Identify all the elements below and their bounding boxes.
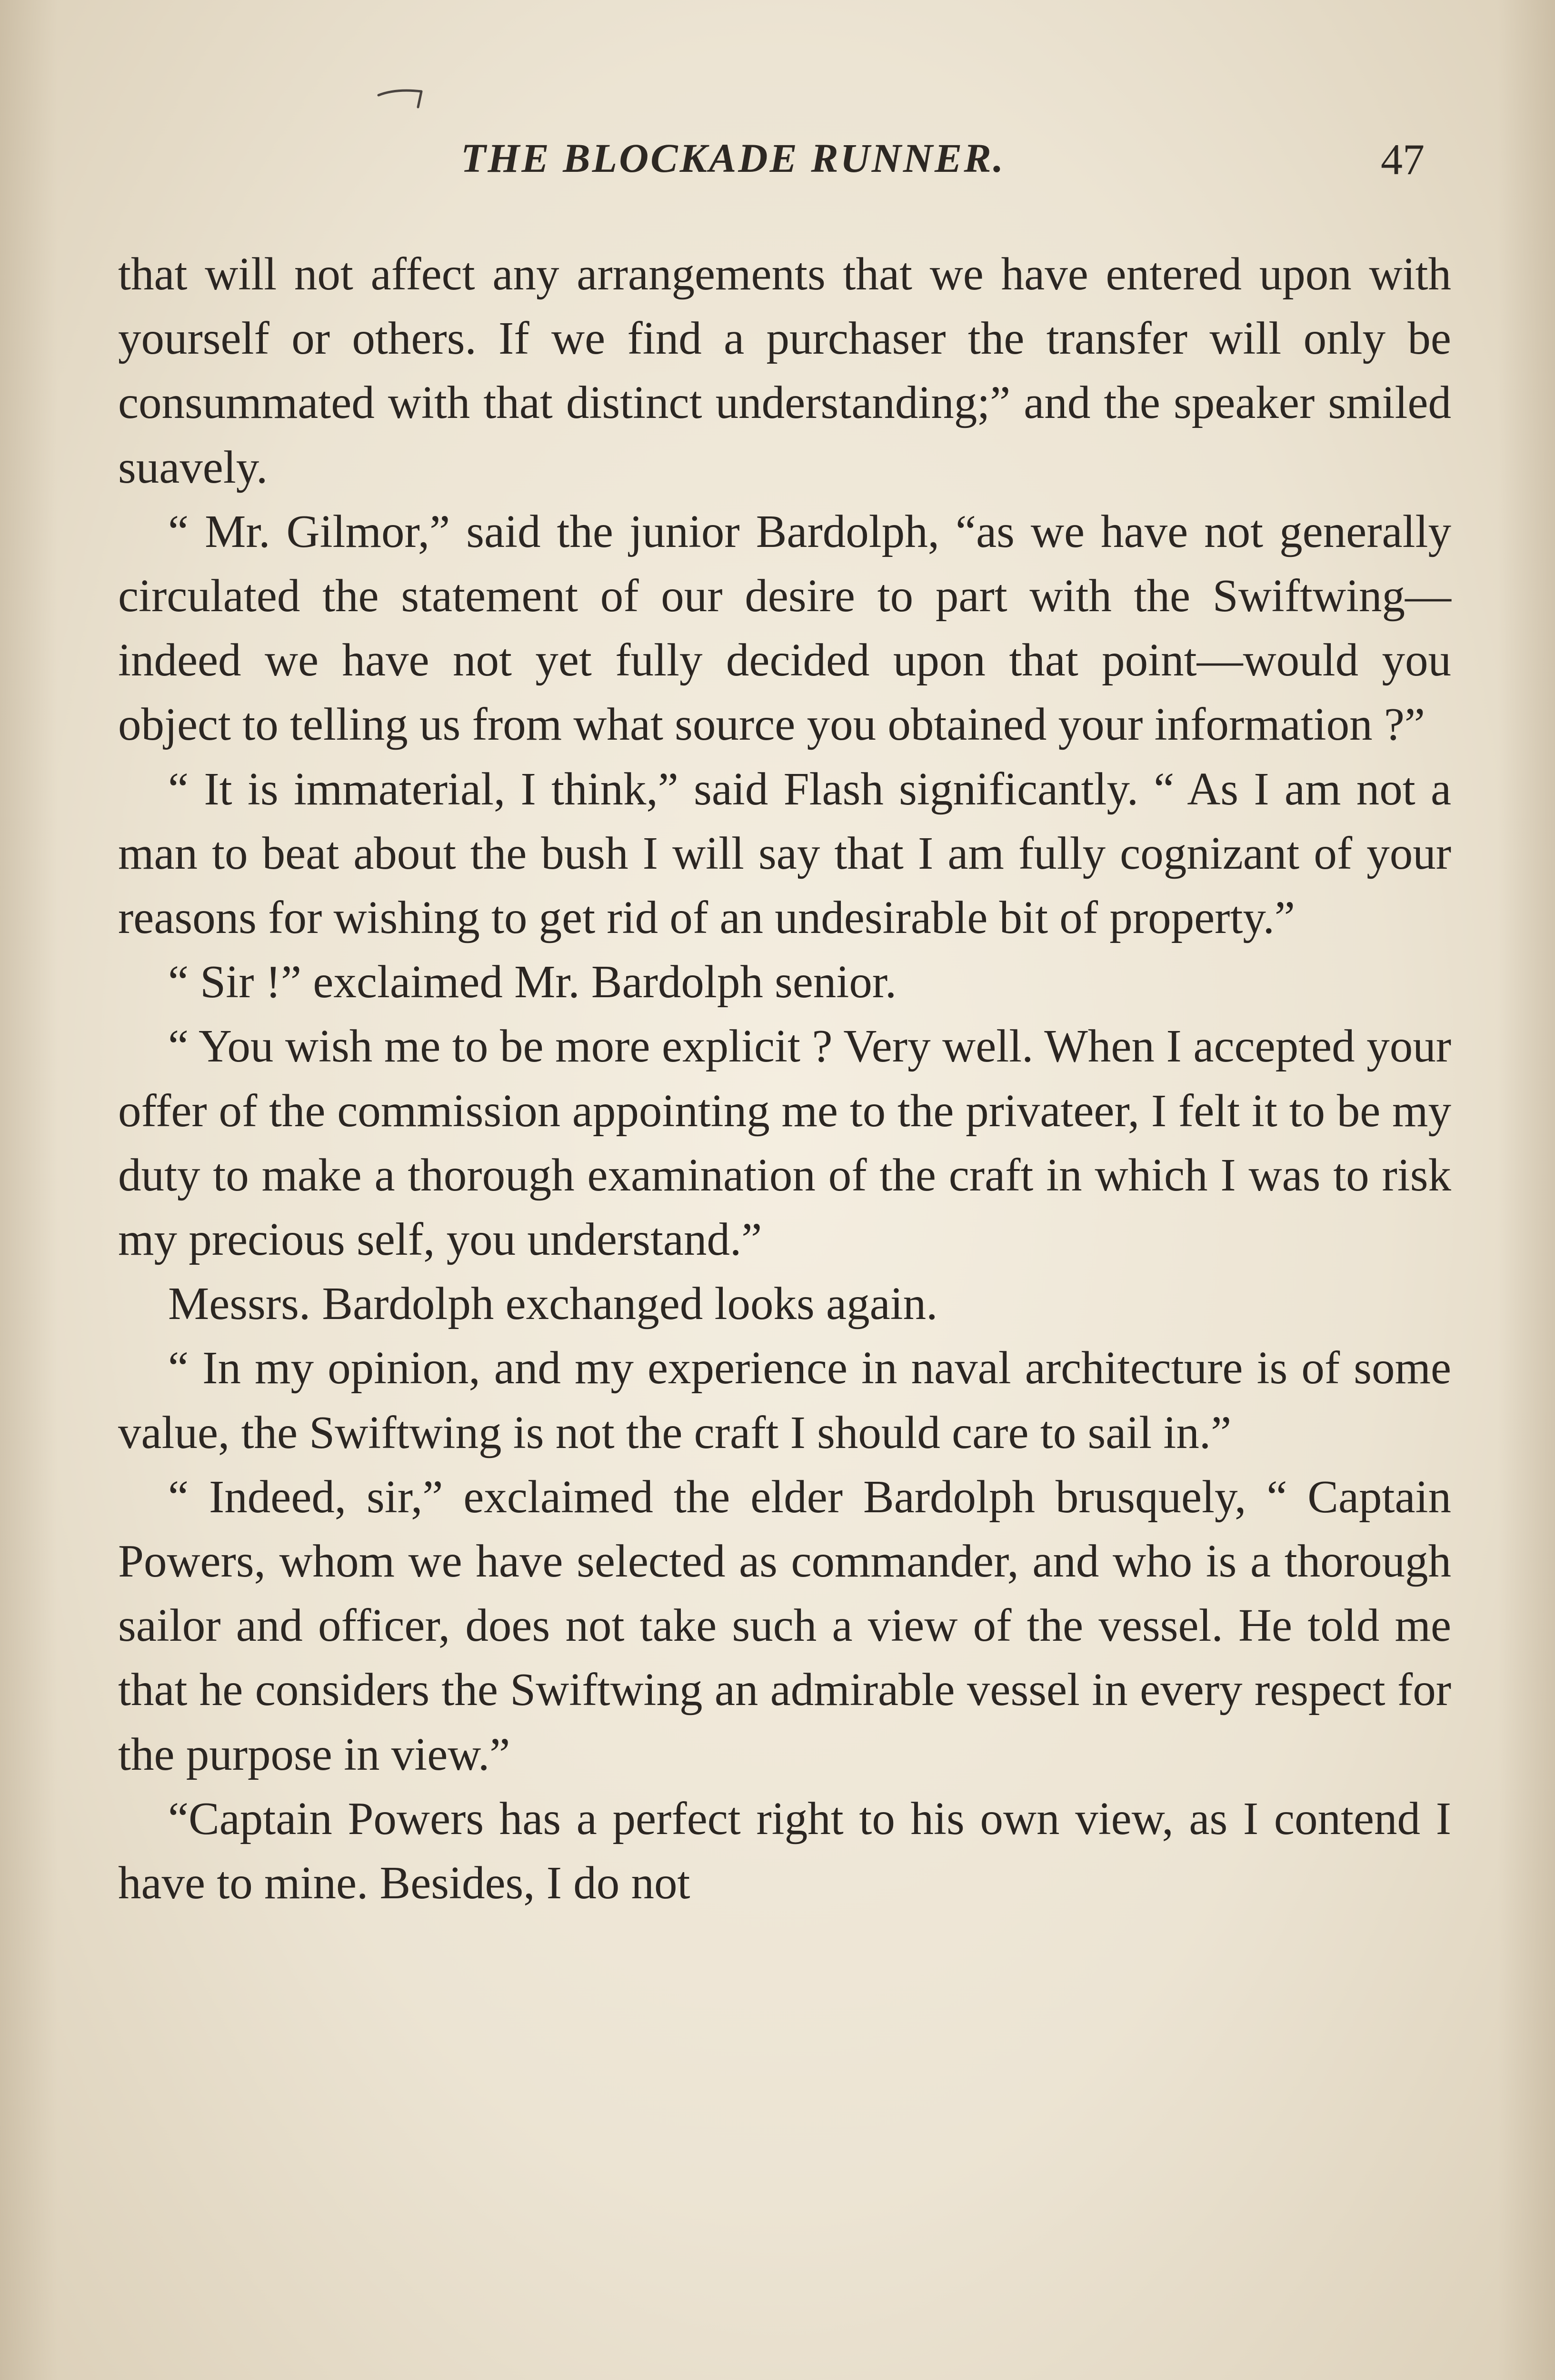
paragraph: that will not affect any arrangements that we have entered upon with yourself or others. If we find a purchaser the transfer will only be consummated with that distinct understanding;” and the speaker smiled suavely.	[118, 248, 1451, 493]
paragraph: “ In my opinion, and my experience in naval architecture is of some value, the Swiftwing is not the craft I should care to sail in.”	[118, 1342, 1451, 1458]
paragraph: “ It is immaterial, I think,” said Flash significantly. “ As I am not a man to beat about the bush I will say that I am fully cognizant of your reasons for wishing to get rid of an undesirable bit of property.”	[118, 763, 1451, 943]
pencil-mark-icon	[376, 81, 443, 109]
paragraph: “ Sir !” exclaimed Mr. Bardolph senior.	[168, 956, 897, 1008]
page-edge-shadow-left	[0, 0, 57, 2380]
running-header	[0, 134, 1555, 187]
paragraph: “ You wish me to be more explicit ? Very well. When I accepted your offer of the commission appointing me to the privateer, I felt it to be my duty to make a thorough examination of the craft in which I was to risk my precious self, you understand.”	[118, 1021, 1451, 1265]
page-edge-shadow-right	[1498, 0, 1555, 2380]
body-text	[118, 242, 1451, 1915]
page-number: 47	[1381, 135, 1425, 184]
paragraph: “ Indeed, sir,” exclaimed the elder Bardolph brusquely, “ Captain Powers, whom we have selected as commander, and who is a thorough sailor and officer, does not take such a view of the vessel. He told me that he considers the Swiftwing an admirable vessel in every respect for the purpose in view.”	[118, 1471, 1451, 1780]
paragraph: “ Mr. Gilmor,” said the junior Bardolph, “as we have not generally circulated the statement of our desire to part with the Swiftwing—indeed we have not yet fully decided upon that point—would you object to telling us from what source you obtained your information ?”	[118, 506, 1451, 750]
paragraph: “Captain Powers has a perfect right to his own view, as I contend I have to mine. Besides, I do not	[118, 1793, 1451, 1909]
running-title: THE BLOCKADE RUNNER.	[461, 135, 1006, 181]
paragraph: Messrs. Bardolph exchanged looks again.	[168, 1278, 938, 1329]
